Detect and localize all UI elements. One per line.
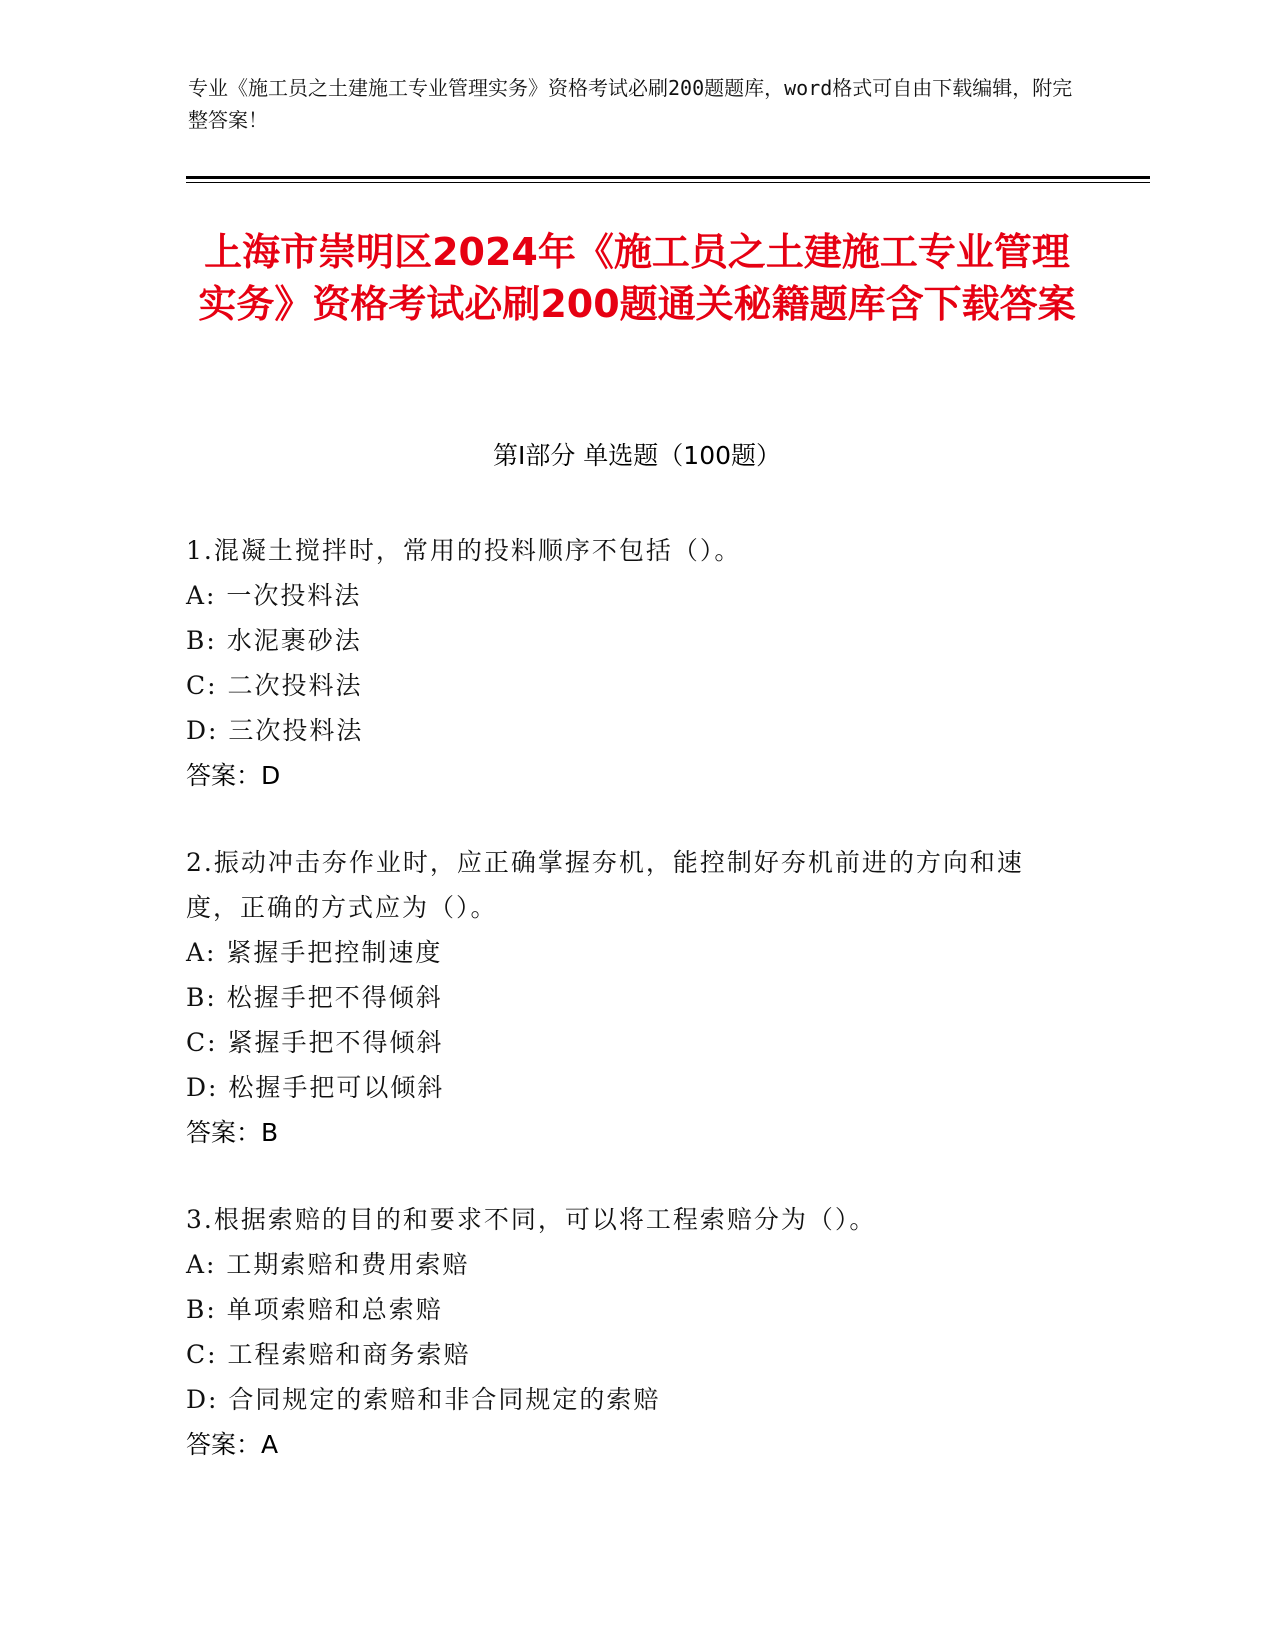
option-b: B: 水泥裹砂法 (186, 626, 362, 655)
question-3 (186, 1197, 1066, 1467)
question-1 (186, 528, 1066, 798)
option-a: A: 一次投料法 (186, 581, 362, 610)
answer: 答案：D (186, 761, 281, 790)
header-divider-thick (186, 176, 1150, 179)
option-c: C: 工程索赔和商务索赔 (186, 1340, 471, 1369)
question-stem: 1.混凝土搅拌时，常用的投料顺序不包括（）。 (186, 536, 742, 565)
option-a: A: 工期索赔和费用索赔 (186, 1250, 470, 1279)
question-stem: 3.根据索赔的目的和要求不同，可以将工程索赔分为（）。 (186, 1205, 877, 1234)
option-d: D: 合同规定的索赔和非合同规定的索赔 (186, 1385, 661, 1414)
option-b: B: 松握手把不得倾斜 (186, 983, 443, 1012)
option-b: B: 单项索赔和总索赔 (186, 1295, 443, 1324)
section-title: 第I部分 单选题（100题） (492, 441, 782, 470)
answer: 答案：B (186, 1118, 279, 1147)
option-c: C: 二次投料法 (186, 671, 363, 700)
document-title: 上海市崇明区2024年《施工员之土建施工专业管理实务》资格考试必刷200题通关秘籍题库含下载答案 (198, 230, 1076, 326)
header-note: 专业《施工员之土建施工专业管理实务》资格考试必刷200题题库，word格式可自由下载编辑，附完整答案！ (188, 76, 1073, 132)
option-c: C: 紧握手把不得倾斜 (186, 1028, 444, 1057)
header-divider-thin (186, 182, 1150, 183)
option-d: D: 三次投料法 (186, 716, 364, 745)
question-list (186, 528, 1066, 1509)
option-d: D: 松握手把可以倾斜 (186, 1073, 445, 1102)
question-2 (186, 840, 1066, 1155)
option-a: A: 紧握手把控制速度 (186, 938, 443, 967)
question-stem: 2.振动冲击夯作业时，应正确掌握夯机，能控制好夯机前进的方向和速度，正确的方式应为（）。 (186, 848, 1024, 922)
answer: 答案：A (186, 1430, 279, 1459)
